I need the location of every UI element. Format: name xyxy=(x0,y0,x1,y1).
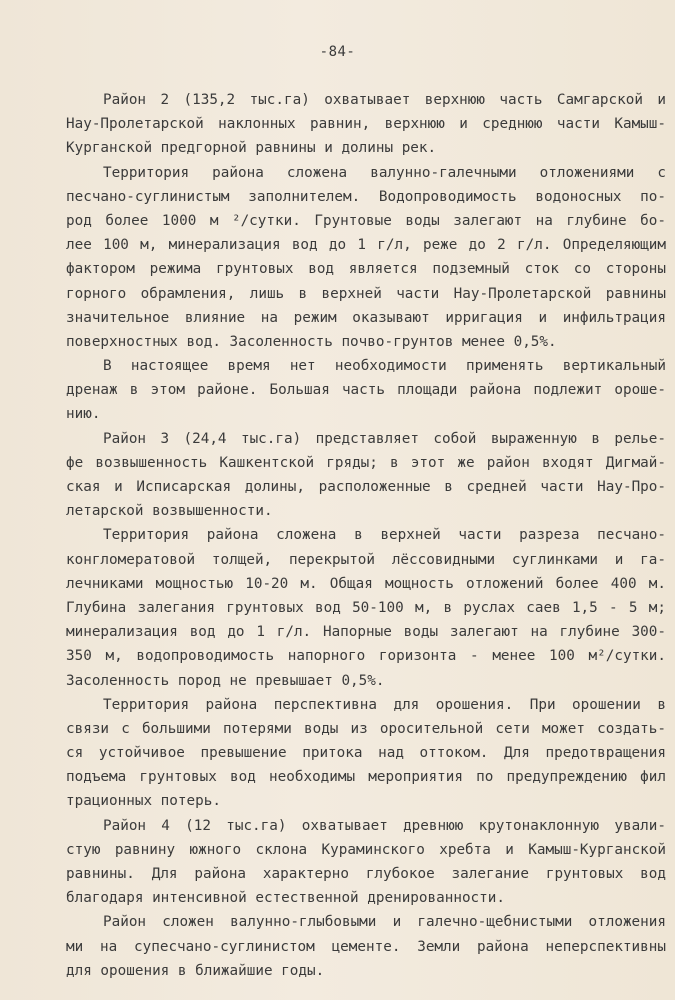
text-line: ская и Исписарская долины, расположенные в средней части Нау-Про- xyxy=(66,479,666,495)
text-line: лее 100 м, минерализация вод до 1 г/л, реже до 2 г/л. Определяющим xyxy=(66,237,666,254)
text-line: род более 1000 м ²/сутки. Грунтовые воды залегают на глубине бо- xyxy=(66,212,666,229)
text-line: Территория района сложена валунно-галечными отложениями с xyxy=(103,164,666,181)
text-line: горного обрамления, лишь в верхней части Нау-Пролетарской равнины xyxy=(66,285,666,302)
text-line: Район 2 (135,2 тыс.га) охватывает верхнюю часть Самгарской и xyxy=(103,92,666,108)
text-line: нию. xyxy=(66,406,101,423)
text-line: минерализация вод до 1 г/л. Напорные воды залегают на глубине 300- xyxy=(66,624,666,641)
text-line: песчано-суглинистым заполнителем. Водопроводимость водоносных по- xyxy=(66,188,666,205)
text-line: для орошения в ближайшие годы. xyxy=(66,962,325,979)
text-line: равнины. Для района характерно глубокое залегание грунтовых вод xyxy=(66,866,666,882)
document-body xyxy=(66,88,666,983)
page-number: -84- xyxy=(319,44,356,60)
text-line: стую равнину южного склона Кураминского хребта и Камыш-Курганской xyxy=(66,841,666,858)
text-line: 350 м, водопроводимость напорного горизонта - менее 100 м²/сутки. xyxy=(66,648,666,665)
text-line: Район 3 (24,4 тыс.га) представляет собой выраженную в релье- xyxy=(103,430,666,447)
text-line: связи с большими потерями воды из оросительной сети может создать- xyxy=(66,720,666,737)
text-line: фе возвышенность Кашкентской гряды; в этот же район входят Дигмай- xyxy=(66,454,666,471)
text-line: трационных потерь. xyxy=(66,793,221,810)
text-line: благодаря интенсивной естественной дренированности. xyxy=(66,890,505,907)
text-line: конгломератовой толщей, перекрытой лёссовидными суглинками и га- xyxy=(66,551,666,568)
text-line: ми на супесчано-суглинистом цементе. Земли района неперспективны xyxy=(66,938,666,955)
text-line: летарской возвышенности. xyxy=(66,503,273,520)
text-line: Район сложен валунно-глыбовыми и галечно-щебнистыми отложения xyxy=(103,914,666,931)
text-line: Засоленность пород не превышает 0,5%. xyxy=(66,672,385,689)
text-line: Район 4 (12 тыс.га) охватывает древнюю крутонаклонную ували- xyxy=(103,817,666,834)
text-line: Территория района перспективна для орошения. При орошении в xyxy=(103,696,666,713)
text-line: лечниками мощностью 10-20 м. Общая мощность отложений более 400 м. xyxy=(66,575,666,592)
text-line: дренаж в этом районе. Большая часть площади района подлежит ороше- xyxy=(66,382,666,399)
text-line: Нау-Пролетарской наклонных равнин, верхнюю и среднюю части Камыш- xyxy=(66,116,666,133)
text-line: значительное влияние на режим оказывают ирригация и инфильтрация xyxy=(66,309,666,326)
text-line: подъема грунтовых вод необходимы мероприятия по предупреждению фил xyxy=(66,769,666,786)
text-line: ся устойчивое превышение притока над оттоком. Для предотвращения xyxy=(66,745,666,762)
text-line: поверхностных вод. Засоленность почво-грунтов менее 0,5%. xyxy=(66,333,557,350)
text-line: Курганской предгорной равнины и долины рек. xyxy=(66,140,437,157)
text-line: фактором режима грунтовых вод является подземный сток со стороны xyxy=(66,261,666,278)
text-line: В настоящее время нет необходимости применять вертикальный xyxy=(103,358,666,375)
text-line: Территория района сложена в верхней части разреза песчано- xyxy=(103,527,666,544)
text-line: Глубина залегания грунтовых вод 50-100 м, в руслах саев 1,5 - 5 м; xyxy=(66,599,666,616)
